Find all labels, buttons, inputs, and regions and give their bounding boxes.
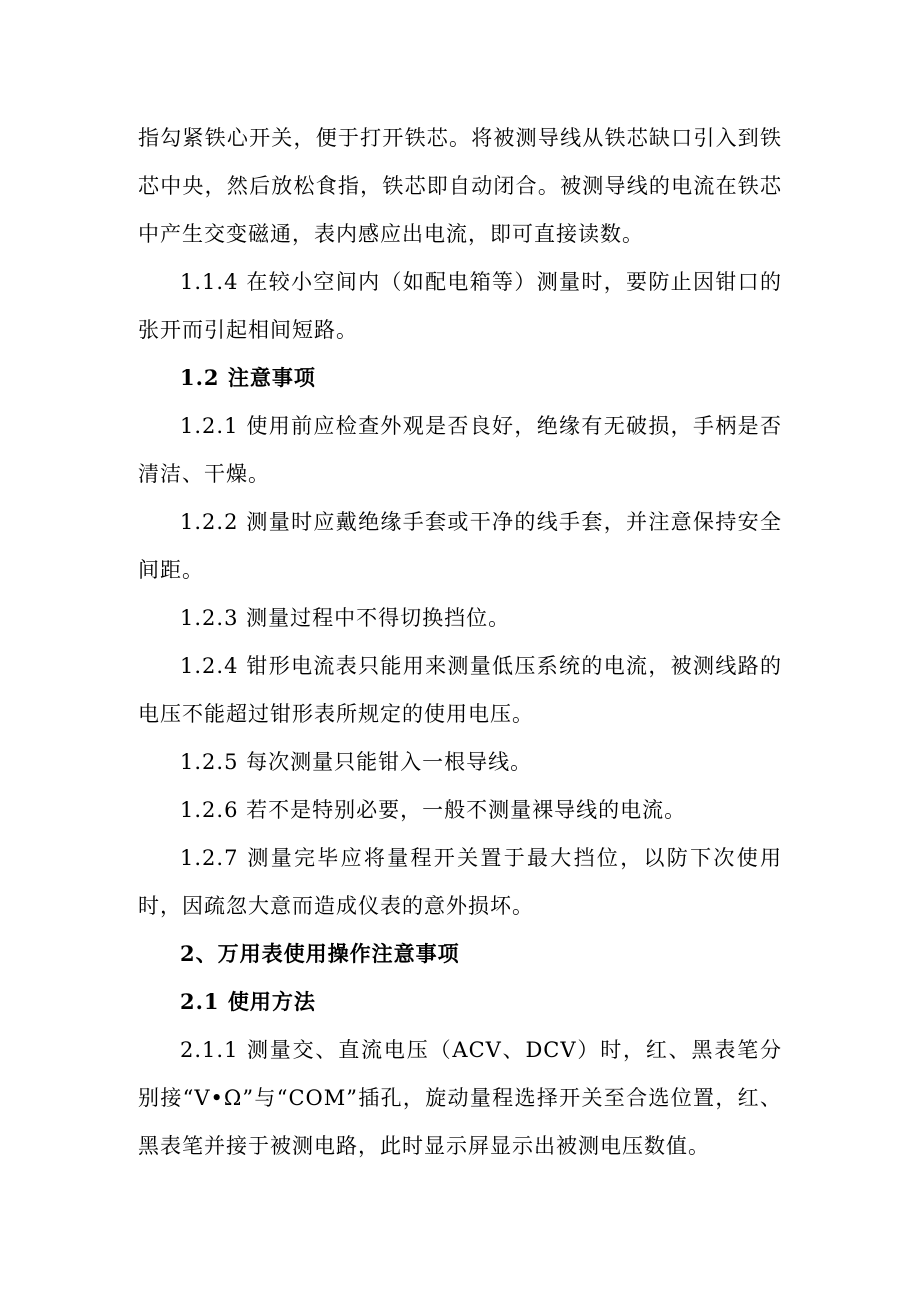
paragraph-1-2-4: 1.2.4 钳形电流表只能用来测量低压系统的电流，被测线路的电压不能超过钳形表所规定的使用电压。 bbox=[138, 654, 782, 726]
paragraph-1-2-1: 1.2.1 使用前应检查外观是否良好，绝缘有无破损，手柄是否清洁、干燥。 bbox=[138, 414, 782, 486]
paragraph-1-2-7: 1.2.7 测量完毕应将量程开关置于最大挡位，以防下次使用时，因疏忽大意而造成仪表的意外损坏。 bbox=[138, 846, 782, 918]
paragraph-1-2-2: 1.2.2 测量时应戴绝缘手套或干净的线手套，并注意保持安全间距。 bbox=[138, 510, 782, 582]
paragraph-1-2-5: 1.2.5 每次测量只能钳入一根导线。 bbox=[180, 750, 533, 774]
section-heading-2-1: 2.1 使用方法 bbox=[180, 989, 316, 1014]
paragraph-1-2-6: 1.2.6 若不是特别必要，一般不测量裸导线的电流。 bbox=[180, 798, 687, 822]
paragraph-2-1-1: 2.1.1 测量交、直流电压（ACV、DCV）时，红、黑表笔分别接“V•Ω”与“COM”插孔，旋动量程选择开关至合选位置，红、黑表笔并接于被测电路，此时显示屏显示出被测电压数值。 bbox=[138, 1038, 782, 1158]
section-heading-2: 2、万用表使用操作注意事项 bbox=[180, 941, 460, 966]
paragraph-1-1-4: 1.1.4 在较小空间内（如配电箱等）测量时，要防止因钳口的张开而引起相间短路。 bbox=[138, 270, 782, 342]
paragraph-1-2-3: 1.2.3 测量过程中不得切换挡位。 bbox=[180, 606, 511, 630]
section-heading-1-2: 1.2 注意事项 bbox=[180, 365, 316, 390]
paragraph-continuation: 指勾紧铁心开关，便于打开铁芯。将被测导线从铁芯缺口引入到铁芯中央，然后放松食指，铁芯即自动闭合。被测导线的电流在铁芯中产生交变磁通，表内感应出电流，即可直接读数。 bbox=[138, 126, 782, 246]
